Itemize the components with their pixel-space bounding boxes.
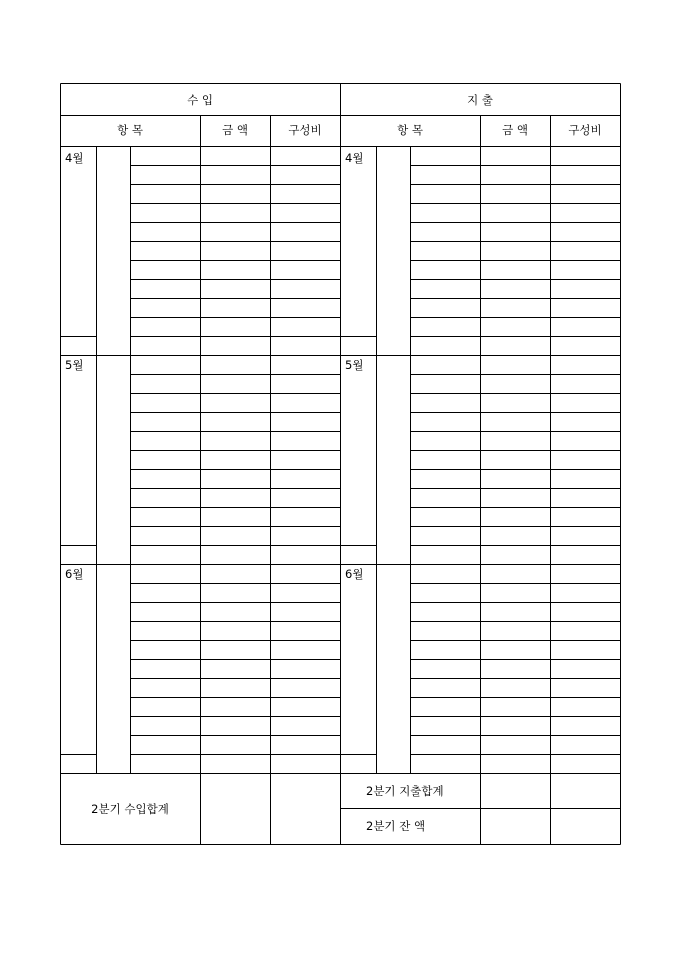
expense-title: 지 출 bbox=[467, 93, 493, 107]
expense-month-label: 5월 bbox=[345, 358, 364, 372]
expense-total-label: 2분기 지출합계 bbox=[366, 784, 444, 798]
income-amount-header: 금 액 bbox=[222, 123, 248, 137]
income-item-header: 항 목 bbox=[117, 123, 143, 137]
expense-amount-header: 금 액 bbox=[502, 123, 528, 137]
table-grid bbox=[61, 84, 621, 845]
income-month-label: 6월 bbox=[65, 567, 84, 581]
income-total-label: 2분기 수입합계 bbox=[91, 802, 169, 816]
income-month-label: 5월 bbox=[65, 358, 84, 372]
expense-month-label: 4월 bbox=[345, 151, 364, 165]
expense-ratio-header: 구성비 bbox=[568, 123, 602, 137]
income-ratio-header: 구성비 bbox=[288, 123, 322, 137]
balance-label: 2분기 잔 액 bbox=[366, 819, 426, 833]
expense-item-header: 항 목 bbox=[397, 123, 423, 137]
income-month-label: 4월 bbox=[65, 151, 84, 165]
expense-month-label: 6월 bbox=[345, 567, 364, 581]
income-title: 수 입 bbox=[187, 93, 213, 107]
